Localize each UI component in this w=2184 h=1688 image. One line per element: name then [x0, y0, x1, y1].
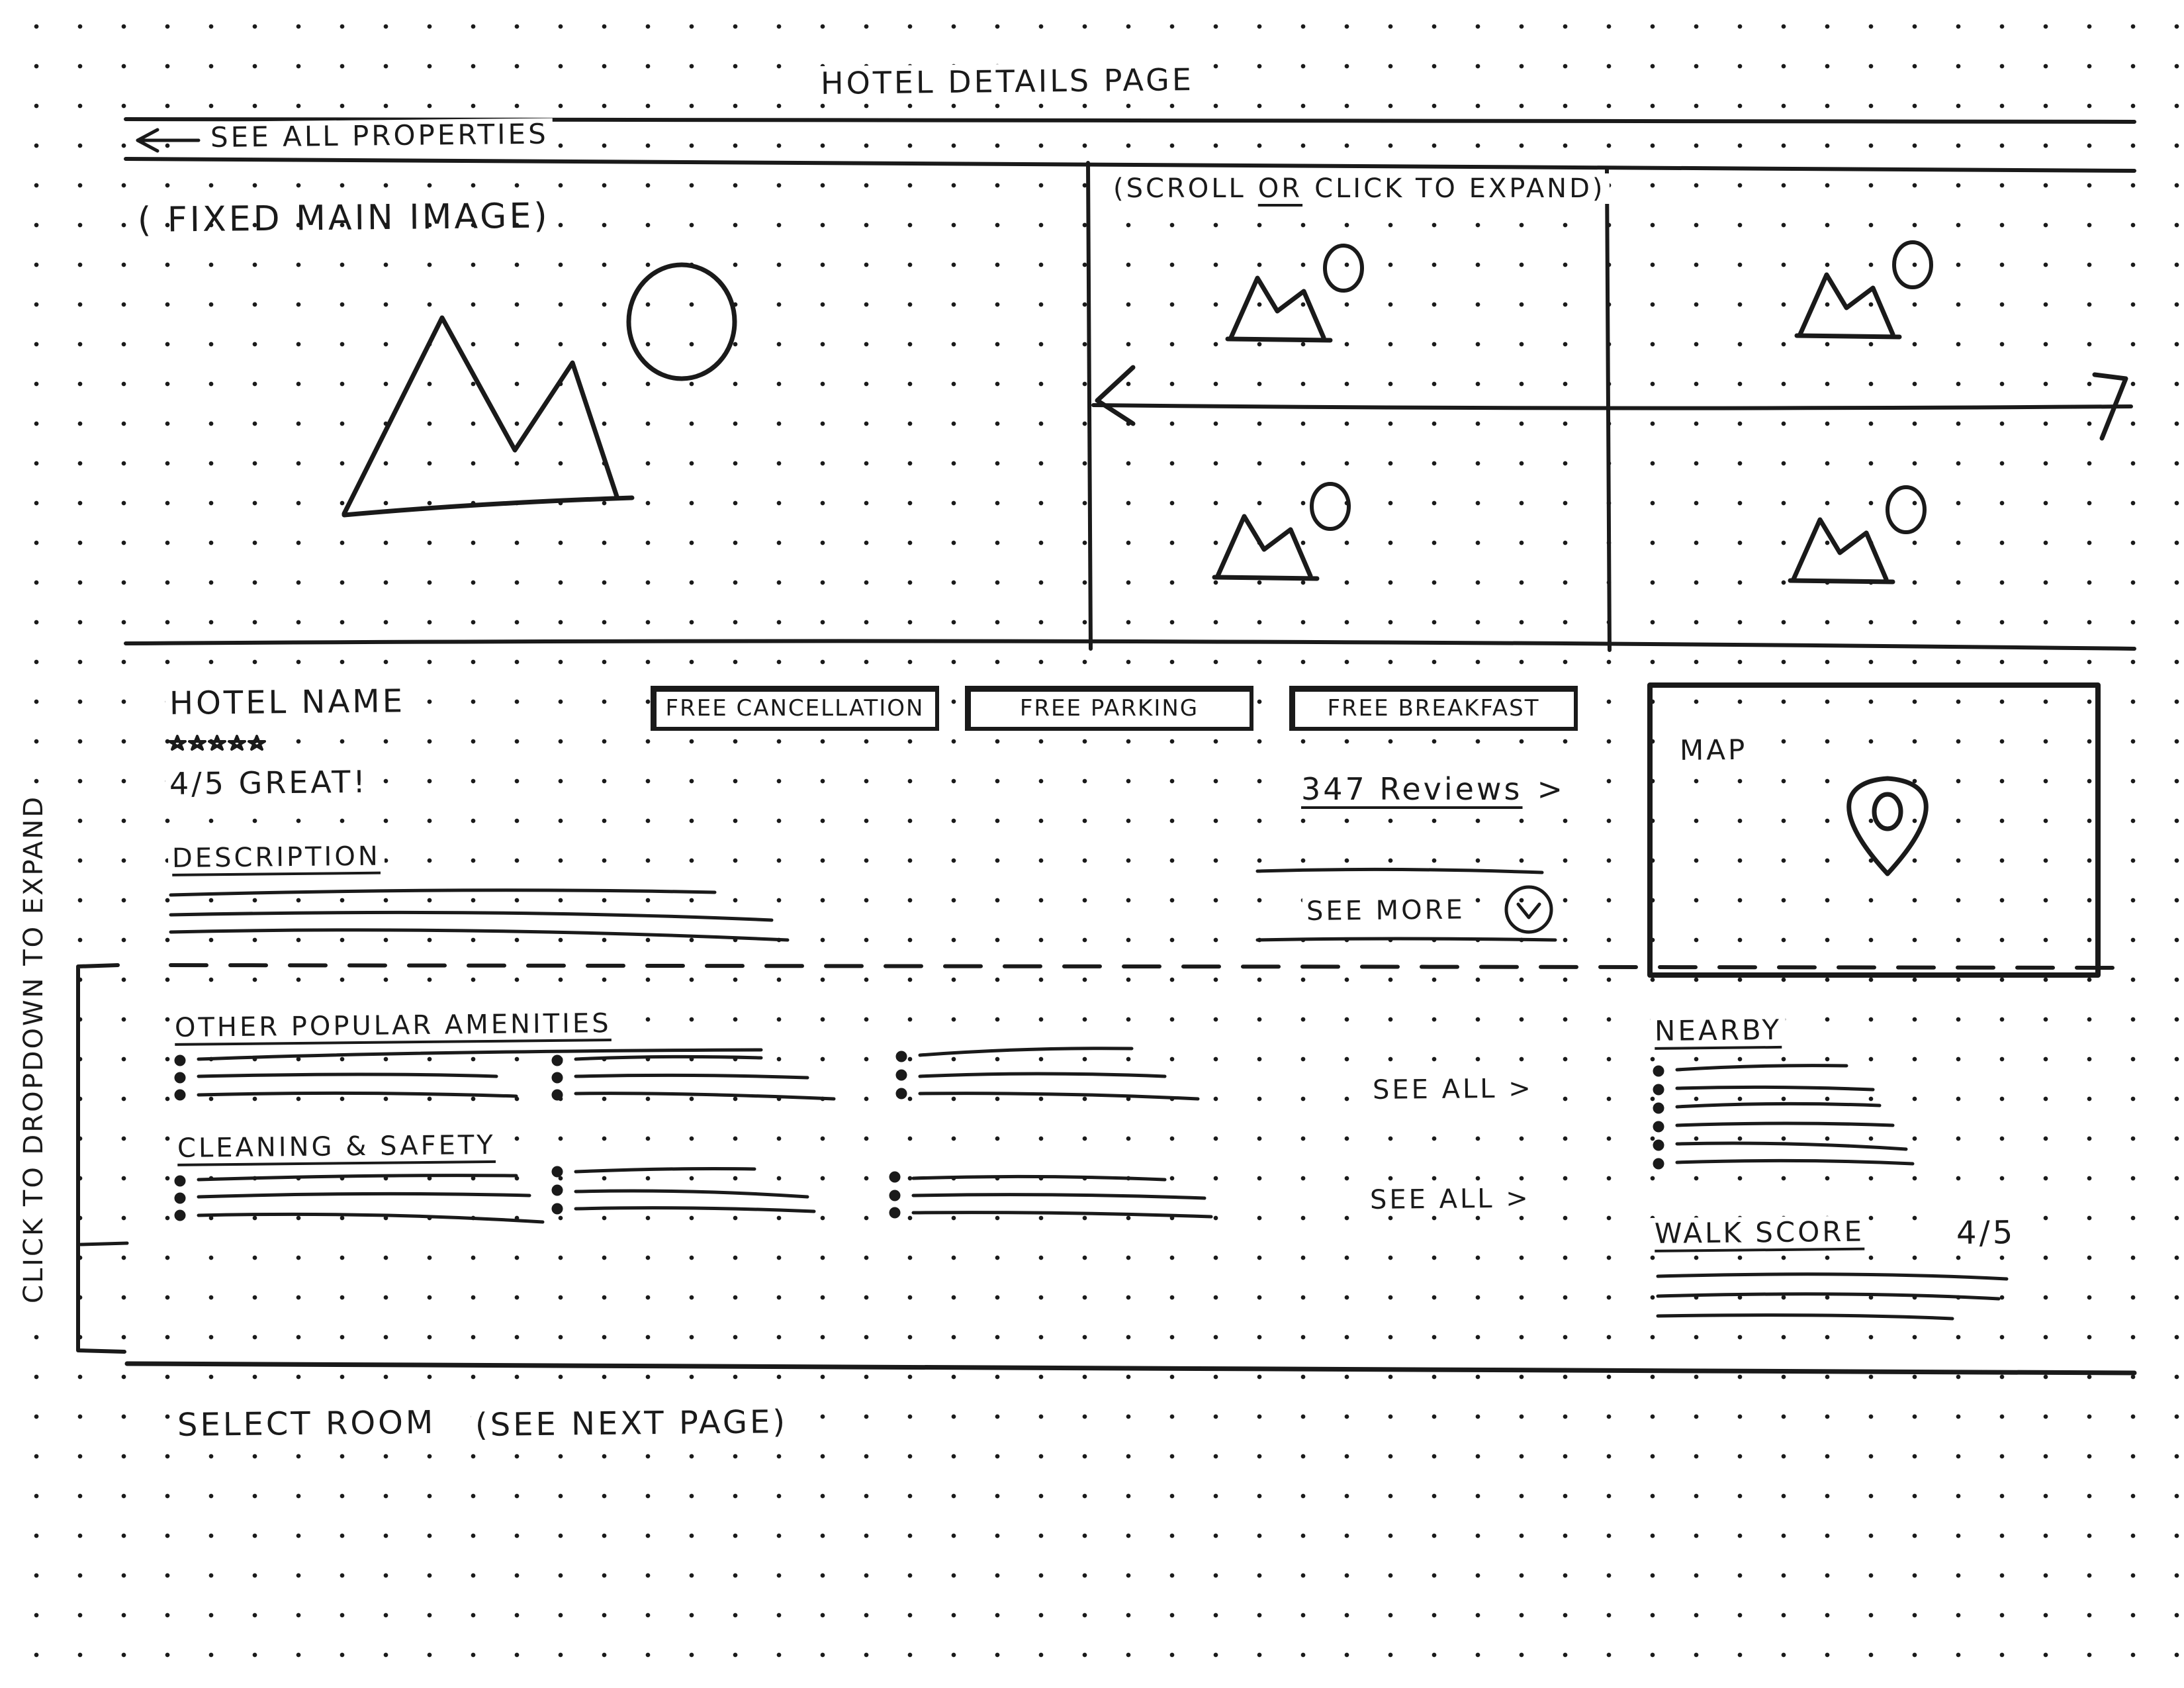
page-title: HOTEL DETAILS PAGE [817, 62, 1198, 101]
hotel-name: HOTEL NAME [165, 683, 410, 722]
gallery-divider-left [1088, 163, 1091, 649]
header-bottom-line [126, 159, 2134, 171]
chevron-down-circle-icon[interactable] [1506, 887, 1551, 932]
badge-free-breakfast: FREE BREAKFAST [1289, 686, 1578, 731]
walk-score-value: 4/5 [1952, 1215, 2020, 1252]
amenities-title: OTHER POPULAR AMENITIES [171, 1008, 615, 1043]
nearby-list [1655, 1066, 1913, 1168]
section-bottom-line [127, 1364, 2134, 1373]
map-label: MAP [1676, 734, 1752, 767]
reviews-chevron[interactable]: > [1537, 771, 1566, 807]
thumbnails-label-part: (SCROLL [1113, 173, 1246, 204]
gallery-bottom-line [126, 641, 2134, 649]
divider-line [1257, 939, 1555, 940]
amenities-see-all[interactable]: SEE ALL > [1369, 1073, 1537, 1105]
cleaning-title: CLEANING & SAFETY [173, 1130, 500, 1164]
expand-bracket [78, 965, 124, 1352]
nearby-title: NEARBY [1651, 1014, 1786, 1047]
gallery-horizontal-divider [1093, 405, 2131, 408]
expand-bracket-tick [81, 1243, 127, 1244]
thumbnails-label-or: OR [1257, 173, 1303, 204]
main-image-label: ( FIXED MAIN IMAGE) [137, 196, 550, 240]
select-room-note: (SEE NEXT PAGE) [471, 1404, 792, 1444]
star-rating-icon [169, 736, 265, 749]
map-box[interactable] [1650, 685, 2098, 975]
expand-note: CLICK TO DROPDOWN TO EXPAND [19, 791, 49, 1307]
mountain-sun-icon[interactable] [1797, 242, 1931, 337]
location-pin-icon [1849, 778, 1927, 874]
walk-score-lines [1658, 1274, 2007, 1319]
rating-text: 4/5 GREAT! [165, 765, 372, 802]
see-more-link[interactable]: SEE MORE [1302, 894, 1469, 927]
walk-score-label: WALK SCORE [1651, 1216, 1869, 1250]
description-lines [171, 890, 788, 940]
divider-line [1257, 869, 1542, 872]
reviews-link[interactable] [1297, 772, 1569, 807]
left-arrow-icon[interactable] [138, 130, 199, 151]
badge-free-cancellation: FREE CANCELLATION [651, 686, 939, 731]
mountain-sun-icon [344, 265, 735, 515]
thumbnails-label-part: CLICK TO EXPAND) [1314, 173, 1606, 204]
chevron-left-icon[interactable] [1097, 367, 1133, 424]
mountain-sun-icon[interactable] [1228, 246, 1362, 340]
select-room-label[interactable]: SELECT ROOM [173, 1405, 440, 1444]
cleaning-see-all[interactable]: SEE ALL > [1366, 1183, 1535, 1215]
cleaning-list [176, 1168, 1211, 1222]
badge-free-parking: FREE PARKING [965, 686, 1253, 731]
reviews-count[interactable]: 347 Reviews [1301, 771, 1523, 807]
description-label: DESCRIPTION [168, 841, 385, 874]
mountain-sun-icon[interactable] [1790, 487, 1925, 582]
expand-divider [171, 965, 2131, 968]
amenities-list [176, 1049, 1198, 1099]
mountain-sun-icon[interactable] [1214, 484, 1349, 579]
thumbnails-label [1109, 173, 1610, 204]
back-link[interactable]: SEE ALL PROPERTIES [206, 118, 553, 154]
